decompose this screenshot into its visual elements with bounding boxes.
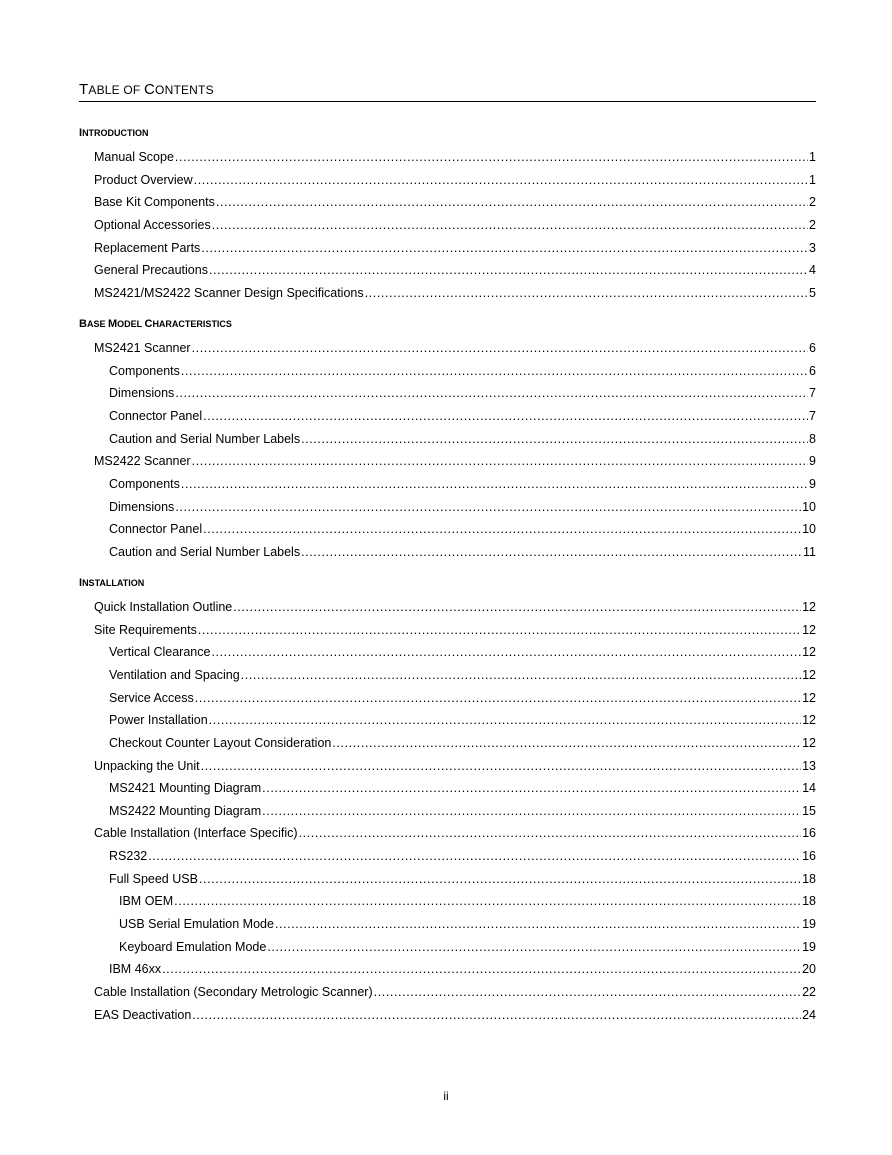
toc-entry-label: Unpacking the Unit: [94, 759, 200, 773]
dot-leader: [192, 1007, 801, 1023]
toc-entry-label: General Precautions: [94, 263, 208, 277]
dot-leader: [175, 149, 808, 165]
toc-entry[interactable]: [109, 431, 816, 447]
toc-entry[interactable]: [94, 758, 816, 774]
toc-entry[interactable]: [109, 385, 816, 401]
dot-leader: [262, 803, 801, 819]
toc-entry-label: Cable Installation (Interface Specific): [94, 826, 298, 840]
toc-entry-page: 12: [802, 713, 816, 727]
toc-entry[interactable]: [109, 690, 816, 706]
dot-leader: [209, 712, 801, 728]
dot-leader: [199, 871, 801, 887]
dot-leader: [148, 848, 801, 864]
toc-entry-label: Service Access: [109, 691, 194, 705]
toc-entry-page: 24: [802, 1008, 816, 1022]
dot-leader: [192, 340, 808, 356]
dot-leader: [233, 599, 801, 615]
toc-entry[interactable]: [94, 149, 816, 165]
toc-entry-label: Base Kit Components: [94, 195, 215, 209]
dot-leader: [162, 961, 801, 977]
toc-entry[interactable]: [119, 939, 816, 955]
dot-leader: [194, 172, 808, 188]
toc-entry-label: Checkout Counter Layout Consideration: [109, 736, 332, 750]
toc-entry-page: 2: [809, 218, 816, 232]
toc-entry-label: RS232: [109, 849, 148, 863]
toc-entry[interactable]: [119, 893, 816, 909]
toc-entry-label: Site Requirements: [94, 623, 197, 637]
toc-entry-page: 1: [809, 150, 816, 164]
toc-entry-label: Cable Installation (Secondary Metrologic Scanner): [94, 985, 373, 999]
toc-entry-label: Dimensions: [109, 386, 175, 400]
toc-entry-page: 7: [809, 386, 816, 400]
toc-entry-label: MS2422 Mounting Diagram: [109, 804, 262, 818]
dot-leader: [181, 363, 808, 379]
toc-entry-page: 18: [802, 894, 816, 908]
toc-entry-label: Manual Scope: [94, 150, 174, 164]
toc-entry-label: Product Overview: [94, 173, 193, 187]
toc-entry-label: Power Installation: [109, 713, 208, 727]
toc-entry-page: 2: [809, 195, 816, 209]
toc-entry[interactable]: [94, 172, 816, 188]
dot-leader: [301, 431, 808, 447]
toc-entry-page: 15: [802, 804, 816, 818]
toc-entry-label: Full Speed USB: [109, 872, 198, 886]
toc-entry-page: 19: [802, 940, 816, 954]
toc-entry[interactable]: [109, 644, 816, 660]
toc-entry[interactable]: [94, 453, 816, 469]
toc-entry-label: Vertical Clearance: [109, 645, 211, 659]
toc-entry-page: 5: [809, 286, 816, 300]
toc-entry-page: 10: [802, 522, 816, 536]
toc-entry-page: 18: [802, 872, 816, 886]
toc-entry-page: 13: [802, 759, 816, 773]
toc-entry-label: Dimensions: [109, 500, 175, 514]
toc-entry-page: 1: [809, 173, 816, 187]
toc-entry[interactable]: [109, 363, 816, 379]
dot-leader: [201, 758, 801, 774]
toc-entry[interactable]: [94, 984, 816, 1000]
dot-leader: [209, 262, 808, 278]
toc-entry-page: 9: [809, 454, 816, 468]
dot-leader: [192, 453, 808, 469]
toc-entry[interactable]: [119, 916, 816, 932]
toc-entry-page: 22: [802, 985, 816, 999]
toc-entry-page: 12: [802, 645, 816, 659]
toc-entry-page: 6: [809, 364, 816, 378]
dot-leader: [175, 499, 801, 515]
toc-entry-label: IBM 46xx: [109, 962, 162, 976]
table-of-contents: [79, 0, 816, 1155]
toc-entry[interactable]: [94, 825, 816, 841]
toc-entry-label: Replacement Parts: [94, 241, 201, 255]
toc-entry-label: Quick Installation Outline: [94, 600, 233, 614]
toc-entry-label: MS2422 Scanner: [94, 454, 191, 468]
toc-entry-page: 7: [809, 409, 816, 423]
toc-entry-page: 6: [809, 341, 816, 355]
toc-entry[interactable]: [109, 408, 816, 424]
toc-entry[interactable]: [109, 712, 816, 728]
toc-entry[interactable]: [109, 667, 816, 683]
toc-entry[interactable]: [94, 599, 816, 615]
toc-entry-page: 14: [802, 781, 816, 795]
dot-leader: [211, 644, 801, 660]
toc-entry[interactable]: [109, 735, 816, 751]
toc-entry-page: 12: [802, 736, 816, 750]
page-number: ii: [443, 1089, 449, 1103]
toc-entry-label: MS2421 Scanner: [94, 341, 191, 355]
toc-entry-page: 9: [809, 477, 816, 491]
toc-entry-label: Connector Panel: [109, 409, 203, 423]
toc-entry-label: EAS Deactivation: [94, 1008, 192, 1022]
toc-entry-label: Keyboard Emulation Mode: [119, 940, 267, 954]
toc-entry-page: 19: [802, 917, 816, 931]
toc-entry-page: 12: [802, 668, 816, 682]
dot-leader: [198, 622, 801, 638]
toc-entry-page: 16: [802, 849, 816, 863]
dot-leader: [262, 780, 801, 796]
toc-entry[interactable]: [109, 871, 816, 887]
toc-entry[interactable]: [94, 240, 816, 256]
section-heading-introduction: INTRODUCTION: [79, 127, 149, 139]
toc-entry-page: 12: [802, 623, 816, 637]
dot-leader: [374, 984, 801, 1000]
toc-entry-label: Components: [109, 477, 180, 491]
toc-entry[interactable]: [94, 622, 816, 638]
dot-leader: [365, 285, 808, 301]
dot-leader: [301, 544, 802, 560]
toc-entry[interactable]: [94, 262, 816, 278]
toc-entry-page: 20: [802, 962, 816, 976]
dot-leader: [181, 476, 808, 492]
toc-entry-label: Connector Panel: [109, 522, 203, 536]
toc-entry[interactable]: [94, 340, 816, 356]
toc-entry-page: 3: [809, 241, 816, 255]
toc-entry[interactable]: [94, 217, 816, 233]
toc-entry[interactable]: [109, 961, 816, 977]
toc-entry-label: IBM OEM: [119, 894, 174, 908]
section-heading-base-model-characteristics: BASE MODEL CHARACTERISTICS: [79, 318, 232, 330]
toc-entry[interactable]: [94, 194, 816, 210]
toc-entry-label: Components: [109, 364, 180, 378]
toc-entry[interactable]: [109, 544, 816, 560]
toc-entry-label: Optional Accessories: [94, 218, 211, 232]
toc-entry[interactable]: [109, 803, 816, 819]
toc-entry[interactable]: [109, 499, 816, 515]
dot-leader: [195, 690, 801, 706]
section-heading-installation: INSTALLATION: [79, 577, 145, 589]
page-title: TABLE OF CONTENTS: [79, 80, 816, 102]
dot-leader: [241, 667, 801, 683]
toc-entry-label: Ventilation and Spacing: [109, 668, 240, 682]
toc-entry[interactable]: [109, 848, 816, 864]
dot-leader: [174, 893, 801, 909]
dot-leader: [201, 240, 808, 256]
toc-entry[interactable]: [109, 780, 816, 796]
toc-entry-page: 16: [802, 826, 816, 840]
dot-leader: [203, 408, 808, 424]
toc-entry[interactable]: [109, 521, 816, 537]
toc-entry-page: 11: [803, 545, 816, 559]
dot-leader: [203, 521, 801, 537]
dot-leader: [212, 217, 808, 233]
toc-entry-label: Caution and Serial Number Labels: [109, 545, 301, 559]
dot-leader: [267, 939, 801, 955]
toc-entry-label: MS2421 Mounting Diagram: [109, 781, 262, 795]
toc-entry[interactable]: [94, 285, 816, 301]
dot-leader: [332, 735, 801, 751]
dot-leader: [216, 194, 808, 210]
dot-leader: [175, 385, 808, 401]
dot-leader: [299, 825, 802, 841]
toc-entry-label: Caution and Serial Number Labels: [109, 432, 301, 446]
toc-entry-page: 10: [802, 500, 816, 514]
toc-entry-page: 12: [802, 600, 816, 614]
dot-leader: [275, 916, 801, 932]
toc-entry-page: 4: [809, 263, 816, 277]
toc-entry[interactable]: [94, 1007, 816, 1023]
toc-entry-page: 8: [809, 432, 816, 446]
toc-entry-label: USB Serial Emulation Mode: [119, 917, 274, 931]
toc-entry[interactable]: [109, 476, 816, 492]
toc-entry-label: MS2421/MS2422 Scanner Design Specifications: [94, 286, 364, 300]
toc-entry-page: 12: [802, 691, 816, 705]
